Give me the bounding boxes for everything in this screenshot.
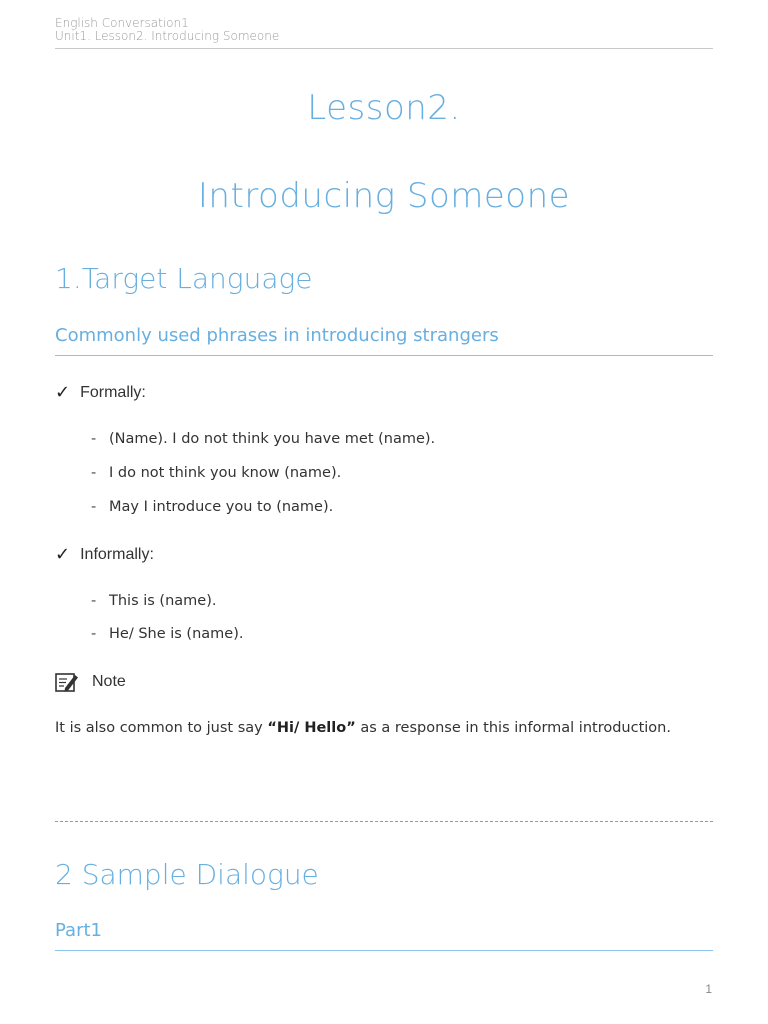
informal-label: Informally: xyxy=(80,545,154,563)
lesson-name: Introducing Someone xyxy=(197,176,571,216)
list-item: - This is (name). xyxy=(91,593,217,609)
section1-subheading: Commonly used phrases in introducing strangers xyxy=(55,325,713,356)
note-text-bold: “Hi/ Hello” xyxy=(267,720,356,736)
list-item: - I do not think you know (name). xyxy=(91,465,342,481)
informal-heading xyxy=(55,544,154,565)
note-label: Note xyxy=(92,673,126,690)
section2-heading: 2 Sample Dialogue xyxy=(55,858,319,891)
note-text xyxy=(55,720,671,736)
page-number: 1 xyxy=(705,982,712,996)
section2-subheading: Part1 xyxy=(55,920,713,951)
course-title: English Conversation1 xyxy=(55,16,189,30)
section-divider xyxy=(55,821,713,822)
running-header xyxy=(55,17,713,49)
note-text-after: as a response in this informal introduction. xyxy=(355,720,671,736)
formal-heading xyxy=(55,382,146,403)
note-text-before: It is also common to just say xyxy=(55,720,268,736)
list-item-text: I do not think you know (name). xyxy=(109,465,342,481)
list-item-text: He/ She is (name). xyxy=(109,626,244,642)
section1-heading: 1.Target Language xyxy=(55,262,313,295)
formal-label: Formally: xyxy=(80,383,146,401)
list-item: - (Name). I do not think you have met (name). xyxy=(91,431,436,447)
unit-title: Unit1. Lesson2. Introducing Someone xyxy=(55,29,280,43)
note-pencil-icon xyxy=(55,671,79,693)
check-mark-icon: ✓ xyxy=(55,382,71,403)
list-item-text: May I introduce you to (name). xyxy=(109,499,334,515)
list-item: - May I introduce you to (name). xyxy=(91,499,334,515)
check-mark-icon: ✓ xyxy=(55,544,71,565)
note-heading xyxy=(55,671,126,693)
list-item-text: This is (name). xyxy=(109,593,217,609)
list-item-text: (Name). I do not think you have met (name). xyxy=(109,431,436,447)
lesson-number: Lesson2. xyxy=(307,88,461,128)
list-item: - He/ She is (name). xyxy=(91,626,244,642)
